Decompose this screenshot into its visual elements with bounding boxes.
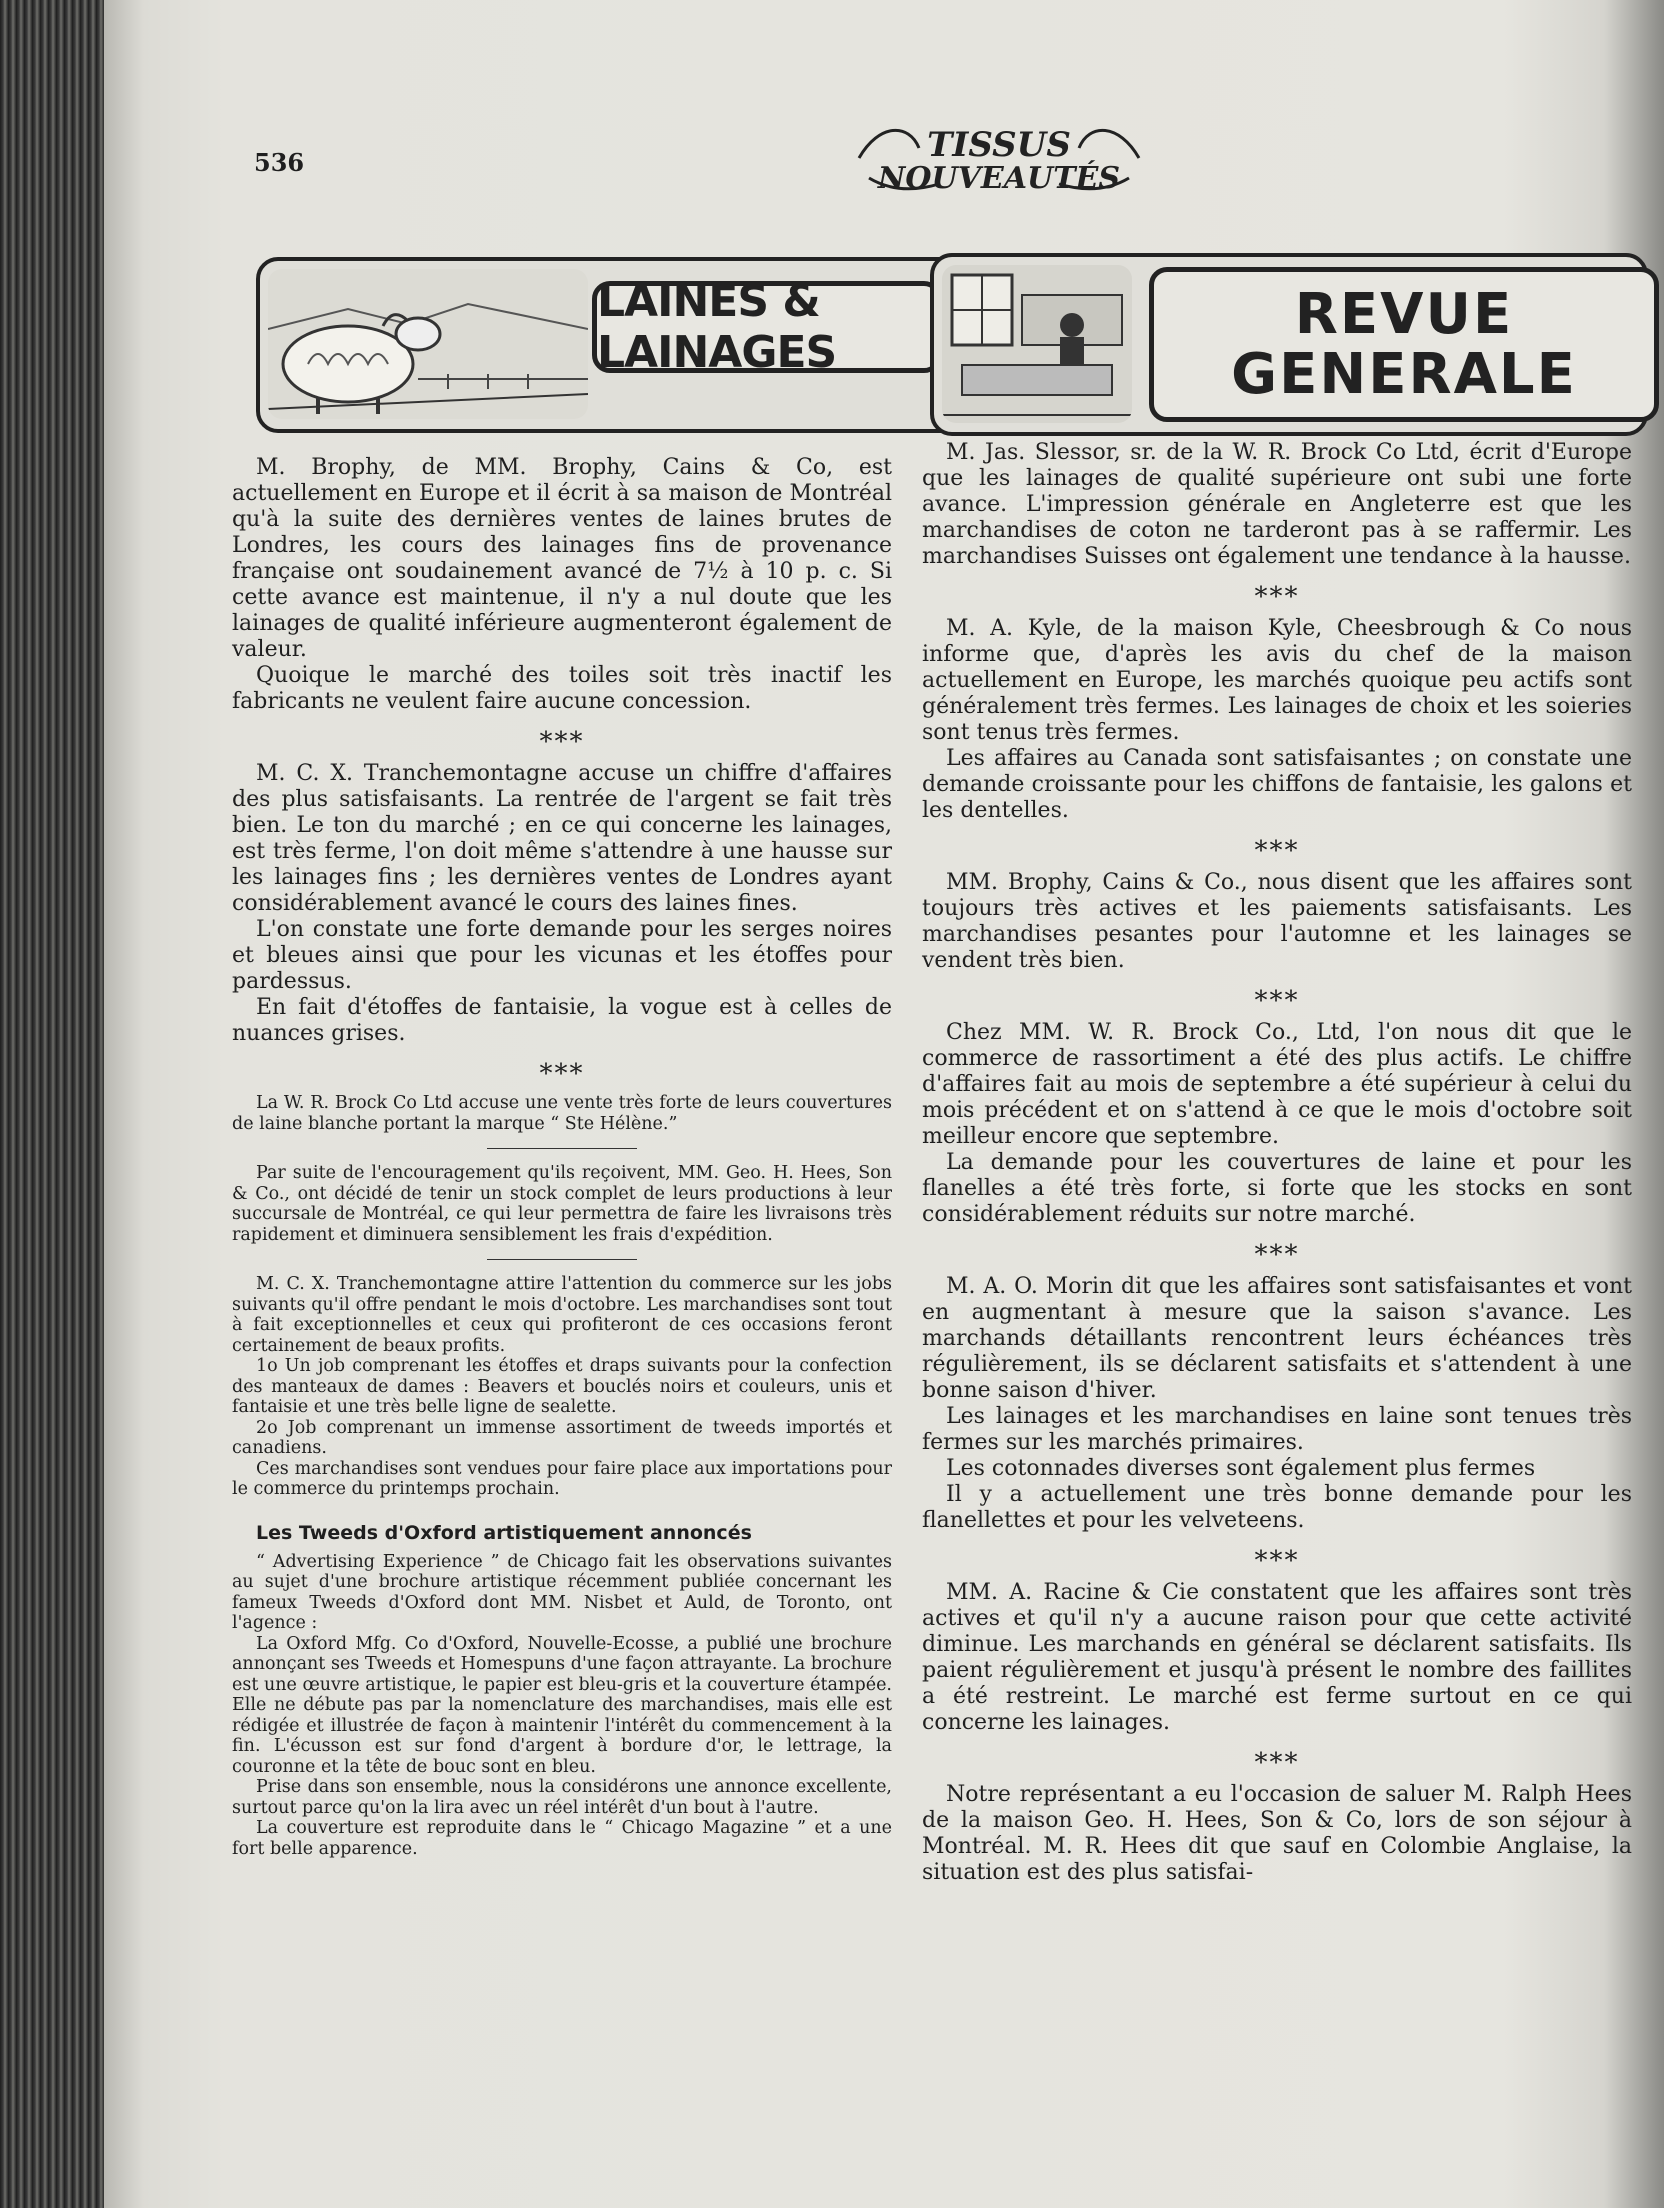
paragraph-small: La W. R. Brock Co Ltd accuse une vente très forte de leurs couvertures de laine blanche portant la marque “ Ste Hélène.”: [232, 1093, 892, 1134]
paragraph-small: “ Advertising Experience ” de Chicago fait les observations suivantes au sujet d'une brochure artistique récemment publiée concernant les fameux Tweeds d'Oxford dont MM. Nisbet et Auld, de Toronto, ont l'agence :: [232, 1551, 892, 1633]
paragraph-small: La couverture est reproduite dans le “ Chicago Magazine ” et a une fort belle apparence.: [232, 1818, 892, 1859]
left-column: [232, 455, 892, 1859]
separator-stars: *⁢*⁢*: [1254, 1748, 1300, 1778]
paragraph: MM. Brophy, Cains & Co., nous disent que les affaires sont toujours très actives et les paiements satisfaisants. Les marchandises pesantes pour l'automne et les lainages se vendent très bien.: [922, 870, 1632, 973]
paragraph: L'on constate une forte demande pour les serges noires et bleues ainsi que pour les vicunas et les étoffes pour pardessus.: [232, 917, 892, 994]
paragraph-small: La Oxford Mfg. Co d'Oxford, Nouvelle-Ecosse, a publié une brochure annonçant ses Tweeds et Homespuns d'une façon attrayante. La brochure est une œuvre artistique, le papier est bleu-gris et la couverture étampée. Elle ne débute pas par la nomenclature des marchandises, mais elle est rédigée et illustrée de façon à maintenir l'intérêt du commencement à la fin. L'écusson est sur fond d'argent à bordure d'or, le lettrage, la couronne et la tête de bouc sont en bleu.: [232, 1633, 892, 1777]
divider: [487, 1148, 637, 1149]
paragraph-small: Prise dans son ensemble, nous la considérons une annonce excellente, surtout parce qu'on la lira avec un réel intérêt d'un bout à l'autre.: [232, 1777, 892, 1818]
revue-title-line2: GENERALE: [1231, 341, 1577, 407]
separator-stars: *⁢*⁢*: [1254, 582, 1300, 612]
masthead-logo: [849, 118, 1149, 198]
paragraph: M. A. O. Morin dit que les affaires sont satisfaisantes et vont en augmentant à mesure que la saison s'avance. Les marchands détaillants rencontrent leurs échéances très régulièrement, ils se déclarent satisfaits et s'attendent à une bonne saison d'hiver.: [922, 1274, 1632, 1403]
paragraph: Il y a actuellement une très bonne demande pour les flanellettes et pour les velveteens.: [922, 1482, 1632, 1533]
paragraph: M. Jas. Slessor, sr. de la W. R. Brock Co Ltd, écrit d'Europe que les lainages de qualité supérieure ont subi une forte avance. L'impression générale en Angleterre est que les marchandises de coton ne tarderont pas à se raffermir. Les marchandises Suisses ont également une tendance à la hausse.: [922, 440, 1632, 569]
revue-title-line1: REVUE: [1294, 281, 1514, 347]
paragraph-small: Par suite de l'encouragement qu'ils reçoivent, MM. Geo. H. Hees, Son & Co., ont décidé de tenir un stock complet de leurs productions à leur succursale de Montréal, ce qui leur permettra de faire les livraisons très rapidement et diminuera sensiblement les frais d'expédition.: [232, 1163, 892, 1245]
paragraph: M. A. Kyle, de la maison Kyle, Cheesbrough & Co nous informe que, d'après les avis du chef de la maison actuellement en Europe, les marchés quoique peu actifs sont généralement très fermes. Les lainages de choix et les soieries sont tenus très fermes.: [922, 616, 1632, 745]
paragraph-small: M. C. X. Tranchemontagne attire l'attention du commerce sur les jobs suivants qu'il offre pendant le mois d'octobre. Les marchandises sont tout à fait exceptionnelles et ceux qui profiteront de ces occasions feront certainement de beaux profits.: [232, 1274, 892, 1356]
paragraph: En fait d'étoffes de fantaisie, la vogue est à celles de nuances grises.: [232, 995, 892, 1046]
paragraph: Les lainages et les marchandises en laine sont tenues très fermes sur les marchés primaires.: [922, 1404, 1632, 1455]
paragraph-small: Ces marchandises sont vendues pour faire place aux importations pour le commerce du printemps prochain.: [232, 1458, 892, 1499]
separator-stars: *⁢*⁢*: [1254, 1240, 1300, 1270]
paragraph: M. Brophy, de MM. Brophy, Cains & Co, est actuellement en Europe et il écrit à sa maison de Montréal qu'à la suite des dernières ventes de laines brutes de Londres, les cours des lainages fins de provenance française ont soudainement avancé de 7½ à 10 p. c. Si cette avance est maintenue, il n'y a nul doute que les lainages de qualité inférieure augmenteront également de valeur.: [232, 455, 892, 662]
revue-title: [1149, 267, 1659, 422]
page: [104, 0, 1664, 2208]
book-edge: [0, 0, 110, 2208]
shop-illustration: [942, 265, 1132, 423]
paragraph: Les cotonnades diverses sont également plus fermes: [946, 1456, 1536, 1481]
section-heading: Les Tweeds d'Oxford artistiquement annoncés: [256, 1521, 752, 1544]
page-number: 536: [254, 148, 305, 177]
divider: [487, 1259, 637, 1260]
paragraph: Les affaires au Canada sont satisfaisantes ; on constate une demande croissante pour les chiffons de fantaisie, les galons et les dentelles.: [922, 746, 1632, 823]
right-column: [922, 440, 1632, 1886]
laines-header-panel: [256, 257, 964, 433]
revue-header-panel: [930, 253, 1648, 436]
separator-stars: *⁢*⁢*: [539, 727, 585, 757]
svg-text:TISSUS: TISSUS: [927, 125, 1071, 165]
svg-text:NOUVEAUTÉS: NOUVEAUTÉS: [877, 161, 1121, 196]
sheep-illustration: [268, 269, 588, 419]
paragraph-small: 2o Job comprenant un immense assortiment de tweeds importés et canadiens.: [232, 1417, 892, 1458]
paragraph: Notre représentant a eu l'occasion de saluer M. Ralph Hees de la maison Geo. H. Hees, Son & Co, lors de son séjour à Montréal. M. R. Hees dit que sauf en Colombie Anglaise, la situation est des plus satisfai-: [922, 1782, 1632, 1885]
paragraph: MM. A. Racine & Cie constatent que les affaires sont très actives et qu'il n'y a aucune raison pour que cette activité diminue. Les marchands en général se déclarent satisfaits. Ils paient régulièrement et jusqu'à présent le nombre des faillites a été restreint. Le marché est ferme surtout en ce qui concerne les lainages.: [922, 1580, 1632, 1735]
separator-stars: *⁢*⁢*: [1254, 1546, 1300, 1576]
separator-stars: *⁢*⁢*: [539, 1059, 585, 1089]
paragraph: Chez MM. W. R. Brock Co., Ltd, l'on nous dit que le commerce de rassortiment a été des plus actifs. Le chiffre d'affaires fait au mois de septembre a été supérieur à celui du mois précédent et on s'attend à ce que le mois d'octobre soit meilleur encore que septembre.: [922, 1020, 1632, 1149]
separator-stars: *⁢*⁢*: [1254, 986, 1300, 1016]
paragraph: La demande pour les couvertures de laine et pour les flanelles a été très forte, si forte que les stocks en sont considérablement réduits sur notre marché.: [922, 1150, 1632, 1227]
laines-title: LAINES & LAINAGES: [592, 281, 942, 373]
paragraph: M. C. X. Tranchemontagne accuse un chiffre d'affaires des plus satisfaisants. La rentrée de l'argent se fait très bien. Le ton du marché ; en ce qui concerne les lainages, est très ferme, l'on doit même s'attendre à une hausse sur les lainages fins ; les dernières ventes de Londres ayant considérablement avancé le cours des laines fines.: [232, 761, 892, 916]
paragraph: Quoique le marché des toiles soit très inactif les fabricants ne veulent faire aucune concession.: [232, 663, 892, 714]
paragraph-small: 1o Un job comprenant les étoffes et draps suivants pour la confection des manteaux de dames : Beavers et bouclés noirs et couleurs, unis et fantaisie et une très belle ligne de sealette.: [232, 1356, 892, 1417]
separator-stars: *⁢*⁢*: [1254, 836, 1300, 866]
